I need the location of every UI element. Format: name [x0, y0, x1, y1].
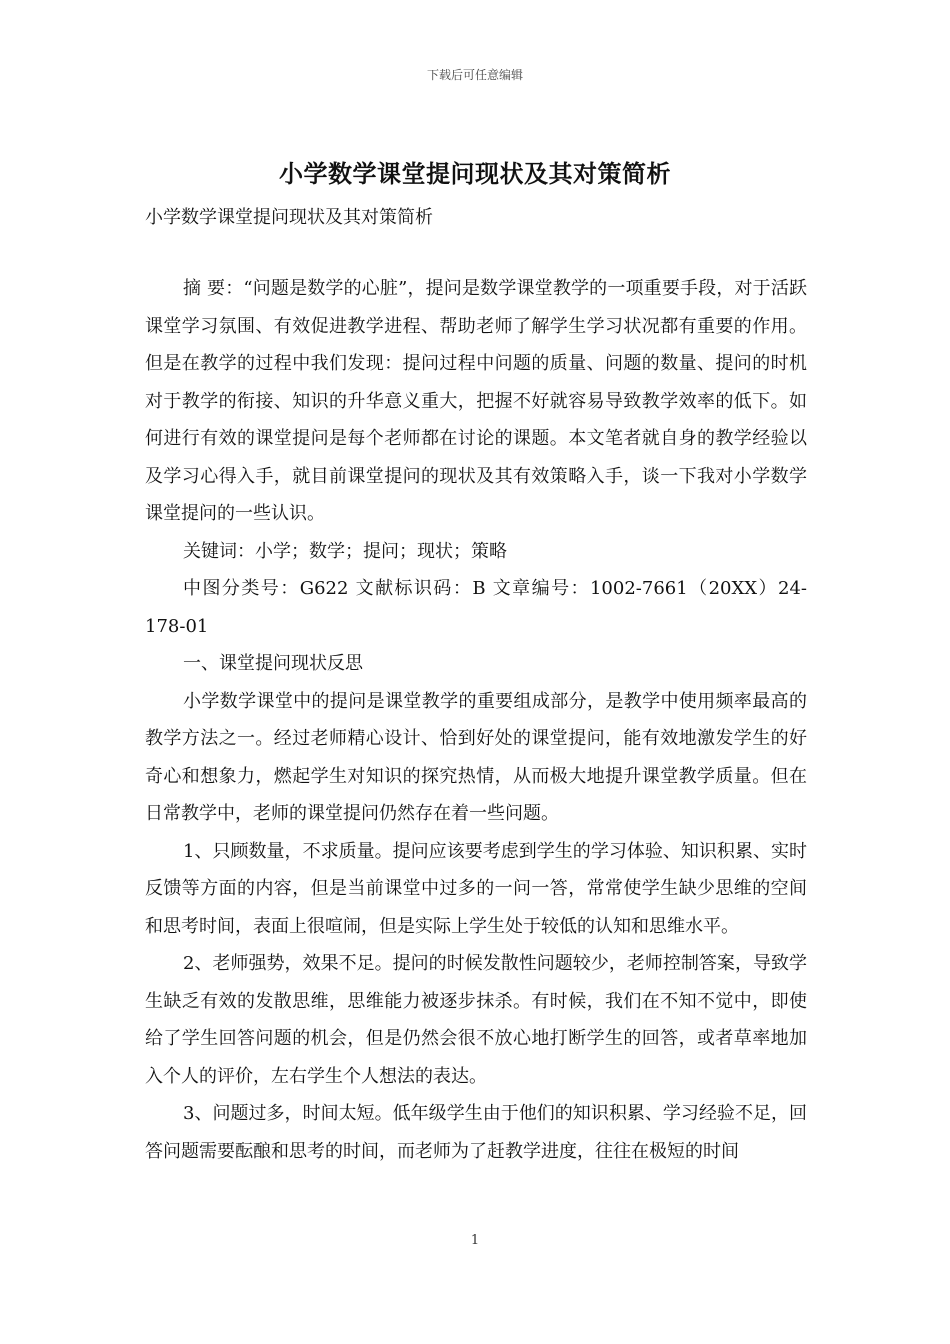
document-title: 小学数学课堂提问现状及其对策简析	[279, 159, 671, 188]
list-item-paragraph: 3、问题过多，时间太短。低年级学生由于他们的知识积累、学习经验不足，回答问题需要酝酿和思考的时间，而老师为了赶教学进度，往往在极短的时间	[145, 1103, 807, 1162]
keywords-line: 关键词：小学；数学；提问；现状；策略	[183, 540, 507, 562]
list-item-paragraph: 2、老师强势，效果不足。提问的时候发散性问题较少，老师控制答案，导致学生缺乏有效的发散思维，思维能力被逐步抹杀。有时候，我们在不知不觉中，即使给了学生回答问题的机会，但是仍然会很不放心地打断学生的回答，或者草率地加入个人的评价，左右学生个人想法的表达。	[145, 953, 807, 1087]
abstract-paragraph: 摘 要：“问题是数学的心脏”，提问是数学课堂教学的一项重要手段，对于活跃课堂学习氛围、有效促进教学进程、帮助老师了解学生学习状况都有重要的作用。但是在教学的过程中我们发现：提问过程中问题的质量、问题的数量、提问的时机对于教学的衔接、知识的升华意义重大，把握不好就容易导致教学效率的低下。如何进行有效的课堂提问是每个老师都在讨论的课题。本文笔者就自身的教学经验以及学习心得入手，就目前课堂提问的现状及其有效策略入手，谈一下我对小学数学课堂提问的一些认识。	[145, 278, 807, 524]
document-body	[145, 270, 807, 1170]
section-heading: 一、课堂提问现状反思	[183, 653, 363, 674]
body-paragraph: 小学数学课堂中的提问是课堂教学的重要组成部分，是教学中使用频率最高的教学方法之一。经过老师精心设计、恰到好处的课堂提问，能有效地激发学生的好奇心和想象力，燃起学生对知识的探究热情，从而极大地提升课堂教学质量。但在日常教学中，老师的课堂提问仍然存在着一些问题。	[145, 690, 807, 824]
document-subtitle: 小学数学课堂提问现状及其对策简析	[145, 207, 433, 228]
page-number: 1	[470, 1233, 480, 1248]
classification-line: 中图分类号：G622 文献标识码：B 文章编号：1002-7661（20XX）24-178-01	[145, 578, 807, 637]
list-item-paragraph: 1、只顾数量，不求质量。提问应该要考虑到学生的学习体验、知识积累、实时反馈等方面的内容，但是当前课堂中过多的一问一答，常常使学生缺少思维的空间和思考时间，表面上很喧闹，但是实际上学生处于较低的认知和思维水平。	[145, 840, 807, 937]
page-header: 下载后可任意编辑	[426, 68, 523, 82]
